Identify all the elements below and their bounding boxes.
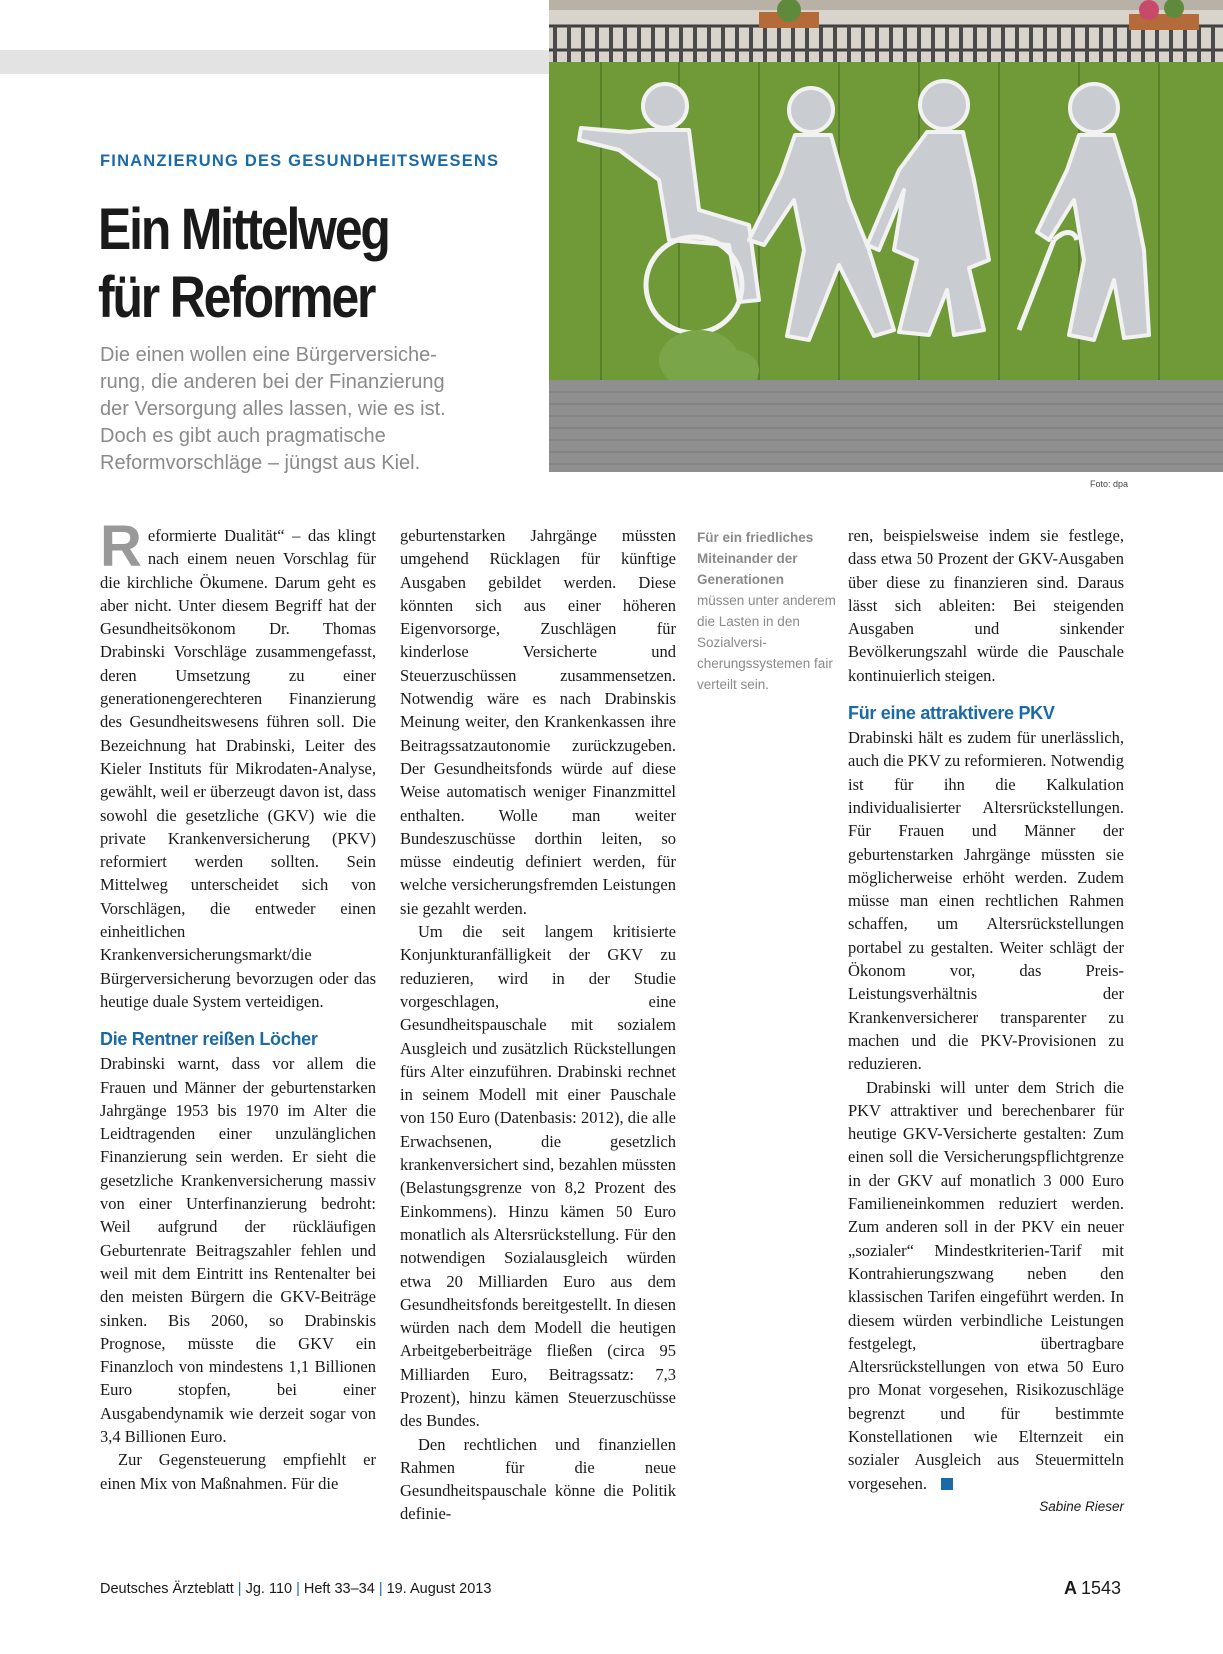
- text-column-2: [400, 524, 676, 1526]
- paragraph-rahmen: Den rechtlichen und finanziellen Rahmen für die neue Gesundheitspauschale könne die Politik definie-: [400, 1434, 676, 1524]
- page-number-value: 1543: [1080, 1578, 1121, 1598]
- drop-cap: R: [100, 514, 142, 579]
- text-column-4: [848, 524, 1124, 1519]
- paragraph-intro: [100, 514, 376, 1013]
- page-number: [1064, 1578, 1121, 1599]
- end-mark-square: [941, 1478, 953, 1490]
- footer-journal: Deutsches Ärzteblatt: [100, 1581, 234, 1597]
- subheading-rentner: Die Rentner reißen Löcher: [100, 1029, 318, 1050]
- title-line-1: Ein Mittelweg: [98, 197, 389, 262]
- paragraph-intro-text: eformierte Dualität“ – das klingt nach einem neuen Vorschlag für die kirchliche Ökumene. Darum geht es aber nicht. Unter diesem Begriff hat der Gesundheitsökonom Dr. Thomas Drabinski Vorschläge zusammengefasst, deren Umsetzung zu einer generationengerechteren Finanzierung des Gesundheitswesens führen soll. Die Bezeichnung hat Drabinski, Leiter des Kieler Instituts für Mikrodaten-Analyse, gewählt, weil er überzeugt davon ist, dass sowohl die gesetzliche (GKV) wie die private Krankenversicherung (PKV) reformiert werden sollten. Sein Mittelweg unterscheidet sich von Vorschlägen, die entweder einen einheitlichen Krankenversicherungsmarkt/die Bürgerversicherung bevorzugen oder das heutige duale System verteidigen.: [100, 526, 376, 1011]
- title-line-2: für Reformer: [98, 265, 375, 330]
- caption-text: müssen unter anderem die Lasten in den Sozialversicherungssystemen fair verteilt sein.: [697, 593, 836, 692]
- caption-bold: Für ein friedliches Miteinander der Generationen: [697, 530, 814, 587]
- lead-line-5: Reformvorschläge – jüngst aus Kiel.: [100, 452, 421, 474]
- article-title: [98, 196, 389, 332]
- footer-citation: [100, 1581, 491, 1597]
- paragraph-pkv-reform: Drabinski hält es zudem für unerlässlich, auch die PKV zu reformieren. Notwendig ist für ihn die Kalkulation individualisierter Altersrückstellungen. Für Frauen und Männer der geburtenstarken Jahrgänge müssten sie möglicherweise erhöht werden. Zudem müsse man einen rechtlichen Rahmen schaffen, um Altersrückstellungen portabel zu gestalten. Weiter schlägt der Ökonom vor, das Preis-Leistungsverhältnis der Krankenversicherer transparenter zu machen und die PKV-Provisionen zu reduzieren.: [848, 728, 1124, 1074]
- paragraph-pauschale: ren, beispielsweise indem sie festlege, dass etwa 50 Prozent der GKV-Ausgaben über diese zu finanzieren sind. Daraus lässt sich ableiten: Bei steigenden Ausgaben und sinkender Bevölkerungszahl würde die Pauschale kontinuierlich steigen.: [848, 526, 1124, 685]
- lead-line-4: Doch es gibt auch pragmatische: [100, 425, 386, 447]
- footer-separator: |: [237, 1581, 242, 1597]
- footer-issue: Heft 33–34: [303, 1581, 375, 1597]
- page-prefix: A: [1063, 1578, 1077, 1598]
- subheading-pkv: Für eine attraktivere PKV: [848, 703, 1055, 724]
- lead-line-2: rung, die anderen bei der Finanzierung: [100, 371, 445, 393]
- footer-volume: Jg. 110: [245, 1581, 293, 1597]
- photo-credit: Foto: dpa: [1090, 479, 1129, 489]
- photo-caption: [697, 527, 837, 695]
- header-gray-bar: [0, 50, 552, 74]
- lead-line-1: Die einen wollen eine Bürgerversiche-: [100, 344, 437, 366]
- paragraph-gegensteuerung: Zur Gegensteuerung empfiehlt er einen Mix von Maßnahmen. Für die: [100, 1450, 376, 1493]
- article-lead: [100, 342, 520, 477]
- author-name: Sabine Rieser: [1039, 1498, 1124, 1514]
- paragraph-konjunktur: Um die seit langem kritisierte Konjunkturanfälligkeit der GKV zu reduzieren, wird in der Studie vorgeschlagen, eine Gesundheitspauschale mit sozialem Ausgleich und zusätzlich Rückstellungen fürs Alter einzuführen. Drabinski rechnet in seinem Modell mit einer Pauschale von 150 Euro (Datenbasis: 2012), die alle Erwachsenen, die gesetzlich krankenversichert sind, bezahlen müssten (Belastungsgrenze von 8,2 Prozent des Einkommens). Hinzu kämen 50 Euro monatlich als Altersrückstellung. Für den notwendigen Sozialausgleich würden etwa 20 Milliarden Euro aus dem Gesundheitsfonds bereitgestellt. In diesen würden nach dem Modell die heutigen Arbeitgeberbeiträge fließen (circa 95 Milliarden Euro, Beitragssatz: 7,3 Prozent), hinzu kämen Steuerzuschüsse des Bundes.: [400, 922, 676, 1431]
- lead-line-3: der Versorgung alles lassen, wie es ist.: [100, 398, 446, 420]
- paragraph-rentner: Drabinski warnt, dass vor allem die Frauen und Männer der geburtenstarken Jahrgänge 1953 bis 1970 im Alter die Leidtragenden einer unzulänglichen Finanzierung sein werden. Er sieht die gesetzliche Krankenversicherung massiv von einer Unterfinanzierung bedroht: Weil aufgrund der rückläufigen Geburtenrate Beitragszahler fehlen und weil mit dem Eintritt ins Rentenalter bei den meisten Bürgern die GKV-Beiträge sinken. Bis 2060, so Drabinskis Prognose, müsste die GKV ein Finanzloch von mindestens 1,1 Billionen Euro stopfen, bei einer Ausgabendynamik wie derzeit sogar von 3,4 Billionen Euro.: [100, 1054, 376, 1446]
- footer-separator: |: [378, 1581, 383, 1597]
- text-column-1: [100, 514, 376, 1495]
- section-kicker: FINANZIERUNG DES GESUNDHEITSWESENS: [100, 152, 500, 170]
- article-photo: [549, 0, 1223, 472]
- paragraph-ruecklagen: geburtenstarken Jahrgänge müssten umgehend Rücklagen für künftige Ausgaben gebildet werden. Diese könnten sich aus einer höheren Eigenvorsorge, Zuschlägen für kinderlose Versicherte und Steuerzuschüssen zusammensetzen. Notwendig wäre es nach Drabinskis Meinung weiter, den Krankenkassen ihre Beitragssatzautonomie zurückzugeben. Der Gesundheitsfonds würde auf diese Weise automatisch weniger Finanzmittel enthalten. Wolle man weiter Bundeszuschüsse dorthin leiten, so müsse eindeutig definiert werden, für welche versicherungsfremden Leistungen sie gezahlt werden.: [400, 526, 676, 918]
- footer-separator: |: [296, 1581, 300, 1597]
- paragraph-pkv-attraktiv: [848, 1076, 1124, 1495]
- paragraph-pkv-attraktiv-text: Drabinski will unter dem Strich die PKV attraktiver und berechenbarer für heutige GKV-Versicherte gestalten: Zum einen soll die Versicherungspflichtgrenze in der GKV auf monatlich 3 000 Euro Familieneinkommen reduziert werden. Zum anderen soll in der PKV ein neuer „sozialer“ Mindestkriterien-Tarif mit Kontrahierungszwang neben den klassischen Tarifen eingeführt werden. In diesem würden verbindliche Leistungen festgelegt, übertragbare Altersrückstellungen von etwa 50 Euro pro Monat vorgesehen, Risikozuschläge begrenzt und für bestimmte Konstellationen wie Elternzeit ein sozialer Ausgleich aus Steuermitteln vorgesehen.: [848, 1077, 1124, 1493]
- footer-date: 19. August 2013: [386, 1581, 492, 1597]
